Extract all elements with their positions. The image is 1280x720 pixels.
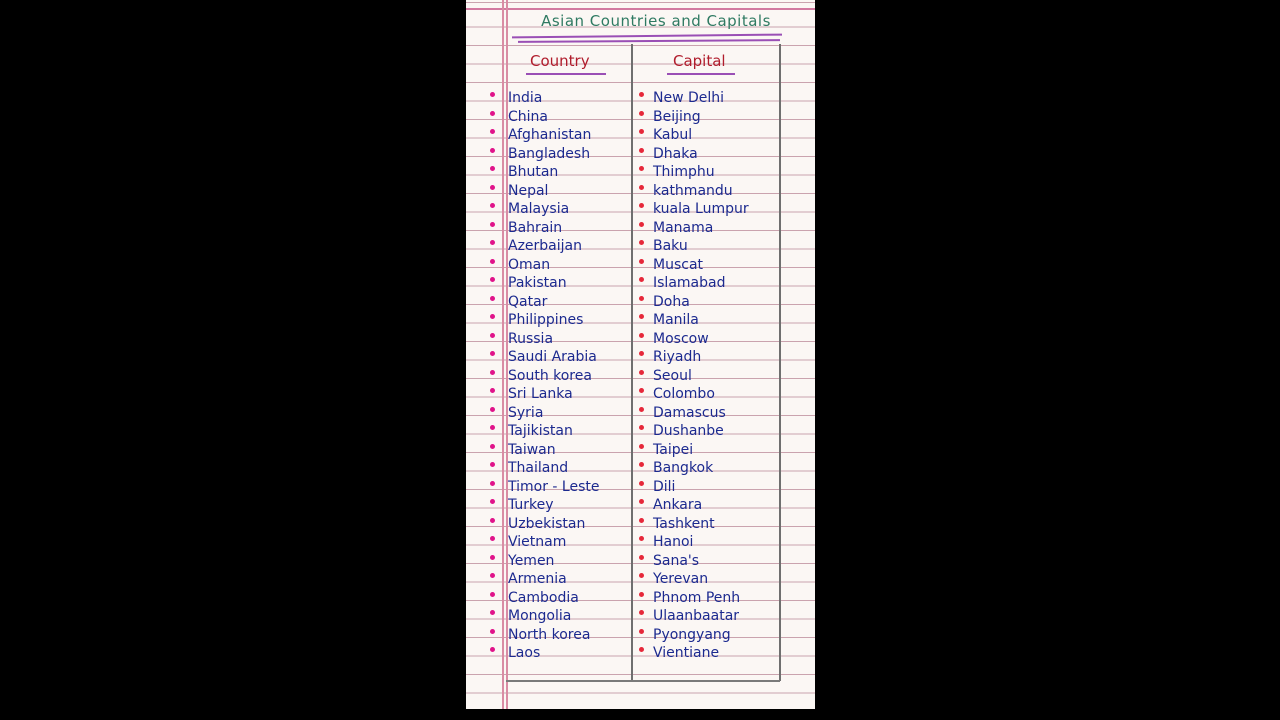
bullet-icon xyxy=(639,481,644,486)
bullet-icon xyxy=(639,370,644,375)
list-item xyxy=(466,569,815,588)
country-name: Uzbekistan xyxy=(508,515,586,532)
country-name: Mongolia xyxy=(508,608,572,624)
capital-name: Pyongyang xyxy=(653,626,731,643)
list-item xyxy=(466,403,815,422)
list-item xyxy=(466,88,815,107)
bullet-icon xyxy=(490,351,495,356)
capital-name: Beijing xyxy=(653,108,701,125)
bullet-icon xyxy=(490,111,495,116)
capital-header: Capital xyxy=(673,52,726,70)
list-item xyxy=(466,162,815,181)
country-name: South korea xyxy=(508,367,592,384)
list-item xyxy=(466,273,815,292)
capital-name: Thimphu xyxy=(653,164,715,180)
country-name: Azerbaijan xyxy=(508,238,582,254)
bullet-icon xyxy=(639,333,644,338)
bullet-icon xyxy=(490,388,495,393)
table-bottom-line xyxy=(506,680,780,682)
country-header: Country xyxy=(530,52,590,70)
country-name: Oman xyxy=(508,256,551,273)
list-item xyxy=(466,366,815,385)
country-name: North korea xyxy=(508,626,591,643)
bullet-icon xyxy=(639,518,644,523)
capital-name: Colombo xyxy=(653,386,715,402)
capital-name: Phnom Penh xyxy=(653,589,741,606)
capital-name: Vientiane xyxy=(653,645,720,661)
country-name: Saudi Arabia xyxy=(508,349,597,365)
bullet-icon xyxy=(490,573,495,578)
list-item xyxy=(466,551,815,570)
bullet-icon xyxy=(490,259,495,264)
bullet-icon xyxy=(490,462,495,467)
capital-name: Dili xyxy=(653,478,676,495)
bullet-icon xyxy=(639,277,644,282)
bullet-icon xyxy=(639,148,644,153)
list-item xyxy=(466,477,815,496)
capital-name: Islamabad xyxy=(653,275,726,291)
capital-name: Ulaanbaatar xyxy=(653,608,740,624)
capital-name: Seoul xyxy=(653,367,692,384)
bullet-icon xyxy=(639,185,644,190)
capital-name: Dhaka xyxy=(653,145,698,162)
bullet-icon xyxy=(490,240,495,245)
bullet-icon xyxy=(639,166,644,171)
bullet-icon xyxy=(490,314,495,319)
capital-name: Dushanbe xyxy=(653,423,724,439)
country-name: Malaysia xyxy=(508,201,570,217)
list-item xyxy=(466,625,815,644)
list-item xyxy=(466,384,815,403)
bullet-icon xyxy=(639,314,644,319)
bullet-icon xyxy=(490,499,495,504)
list-item xyxy=(466,606,815,625)
country-capital-list xyxy=(466,88,815,662)
list-item xyxy=(466,440,815,459)
bullet-icon xyxy=(639,259,644,264)
bullet-icon xyxy=(490,222,495,227)
capital-name: Hanoi xyxy=(653,534,694,550)
country-name: Taiwan xyxy=(508,441,556,458)
list-item xyxy=(466,107,815,126)
country-name: Cambodia xyxy=(508,589,579,606)
capital-name: kathmandu xyxy=(653,182,733,199)
bullet-icon xyxy=(639,536,644,541)
country-name: Philippines xyxy=(508,312,584,328)
bullet-icon xyxy=(639,444,644,449)
bullet-icon xyxy=(490,148,495,153)
country-name: Qatar xyxy=(508,293,548,310)
list-item xyxy=(466,421,815,440)
country-name: Vietnam xyxy=(508,534,567,550)
capital-name: Manila xyxy=(653,312,699,328)
top-rule xyxy=(466,8,815,10)
title-underline xyxy=(512,34,782,39)
bullet-icon xyxy=(639,573,644,578)
bullet-icon xyxy=(490,555,495,560)
bullet-icon xyxy=(490,129,495,134)
capital-name: Yerevan xyxy=(653,571,709,587)
bullet-icon xyxy=(639,462,644,467)
capital-name: kuala Lumpur xyxy=(653,201,749,217)
bullet-icon xyxy=(490,370,495,375)
bullet-icon xyxy=(639,351,644,356)
bullet-icon xyxy=(639,240,644,245)
capital-name: Bangkok xyxy=(653,460,714,476)
country-name: Nepal xyxy=(508,182,549,199)
bullet-icon xyxy=(490,333,495,338)
list-item xyxy=(466,310,815,329)
list-item xyxy=(466,218,815,237)
bullet-icon xyxy=(490,647,495,652)
list-item xyxy=(466,181,815,200)
country-name: Syria xyxy=(508,404,544,421)
bullet-icon xyxy=(639,296,644,301)
bullet-icon xyxy=(639,647,644,652)
bullet-icon xyxy=(490,185,495,190)
country-name: Bangladesh xyxy=(508,145,591,162)
capital-name: Ankara xyxy=(653,497,703,513)
capital-name: Riyadh xyxy=(653,349,702,365)
list-item xyxy=(466,125,815,144)
bullet-icon xyxy=(639,92,644,97)
bullet-icon xyxy=(490,425,495,430)
list-item xyxy=(466,292,815,311)
list-item xyxy=(466,588,815,607)
bullet-icon xyxy=(639,592,644,597)
list-item xyxy=(466,329,815,348)
bullet-icon xyxy=(490,481,495,486)
capital-name: Tashkent xyxy=(653,515,715,532)
country-name: Laos xyxy=(508,645,541,661)
notebook-page xyxy=(466,0,815,709)
bullet-icon xyxy=(639,407,644,412)
country-name: Armenia xyxy=(508,571,567,587)
country-name: China xyxy=(508,108,548,125)
page-title: Asian Countries and Capitals xyxy=(541,12,771,30)
list-item xyxy=(466,495,815,514)
capital-name: Moscow xyxy=(653,330,709,347)
list-item xyxy=(466,255,815,274)
bullet-icon xyxy=(490,592,495,597)
bullet-icon xyxy=(639,610,644,615)
capital-name: Baku xyxy=(653,238,688,254)
bullet-icon xyxy=(639,499,644,504)
capital-name: Muscat xyxy=(653,256,704,273)
country-name: Pakistan xyxy=(508,275,567,291)
bullet-icon xyxy=(490,518,495,523)
list-item xyxy=(466,532,815,551)
country-name: Bahrain xyxy=(508,219,563,236)
country-name: Afghanistan xyxy=(508,127,592,143)
country-name: Russia xyxy=(508,330,554,347)
capital-name: Kabul xyxy=(653,127,693,143)
country-name: Timor - Leste xyxy=(508,478,600,495)
bullet-icon xyxy=(639,388,644,393)
country-name: Tajikistan xyxy=(508,423,573,439)
bullet-icon xyxy=(490,92,495,97)
capital-name: Sana's xyxy=(653,552,700,569)
bullet-icon xyxy=(639,203,644,208)
capital-header-underline xyxy=(667,73,735,75)
capital-name: Damascus xyxy=(653,404,726,421)
bullet-icon xyxy=(639,129,644,134)
bullet-icon xyxy=(639,555,644,560)
bullet-icon xyxy=(490,610,495,615)
bullet-icon xyxy=(490,536,495,541)
bullet-icon xyxy=(639,222,644,227)
bullet-icon xyxy=(490,629,495,634)
capital-name: New Delhi xyxy=(653,90,725,106)
list-item xyxy=(466,347,815,366)
bullet-icon xyxy=(490,296,495,301)
bullet-icon xyxy=(639,629,644,634)
country-name: India xyxy=(508,90,543,106)
capital-name: Doha xyxy=(653,293,690,310)
country-name: Sri Lanka xyxy=(508,386,573,402)
capital-name: Manama xyxy=(653,219,714,236)
bullet-icon xyxy=(490,166,495,171)
list-item xyxy=(466,236,815,255)
country-name: Thailand xyxy=(508,460,569,476)
bullet-icon xyxy=(490,203,495,208)
country-header-underline xyxy=(526,73,606,75)
title-underline xyxy=(518,39,780,43)
list-item xyxy=(466,514,815,533)
list-item xyxy=(466,199,815,218)
bullet-icon xyxy=(490,277,495,282)
list-item xyxy=(466,458,815,477)
bullet-icon xyxy=(490,444,495,449)
bullet-icon xyxy=(639,111,644,116)
country-name: Turkey xyxy=(508,497,554,513)
country-name: Yemen xyxy=(508,552,555,569)
list-item xyxy=(466,643,815,662)
capital-name: Taipei xyxy=(653,441,694,458)
bullet-icon xyxy=(639,425,644,430)
country-name: Bhutan xyxy=(508,164,559,180)
bullet-icon xyxy=(490,407,495,412)
list-item xyxy=(466,144,815,163)
